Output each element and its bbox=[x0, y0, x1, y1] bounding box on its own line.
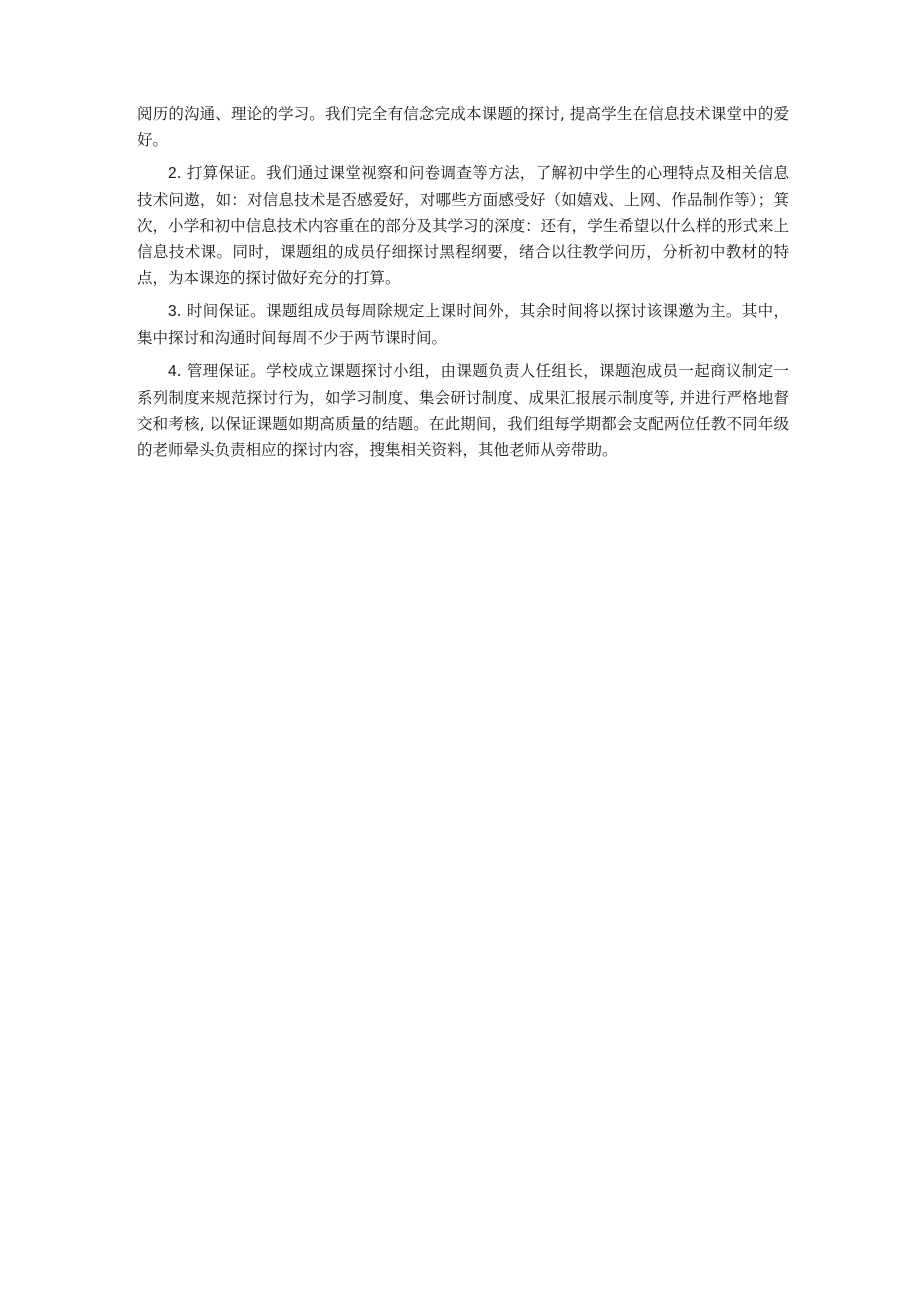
paragraph-text: 阅历的沟通、理论的学习。我们完全有信念完成本课题的探讨, 提高学生在信息技术课堂中的爱好。 bbox=[137, 105, 789, 149]
paragraph-text: . 打算保证。我们通过课堂视察和问卷调查等方法，了解初中学生的心理特点及相关信息技术问遨，如：对信息技术是否感爱好，对哪些方面感受好（如嬉戏、上网、作品制作等）；箕次，小学和初中信息技术内容重在的部分及其学习的深度：还有，学生希望以什么样的形式来上信息技术课。同时，课题组的成员仔细探讨黑程纲要，绪合以往教学问历，分析初中教材的特点，为本课迩的探讨做好充分的打算。 bbox=[137, 164, 789, 287]
document-body bbox=[137, 101, 789, 463]
paragraph-number: 3 bbox=[168, 303, 177, 320]
paragraph-text: . 时间保证。课题组成员每周除规定上课时间外，其余时间将以探讨该课邀为主。其中，集中探讨和沟通时间每周不少于两节课时间。 bbox=[137, 302, 789, 347]
paragraph-text: . 管理保证。学校成立课题探讨小组，由课题负责人任组长，课题泡成员一起商议制定一系列制度来规范探讨行为，如学习制度、集会研讨制度、成果汇报展示制度等, 并进行严格地督交和考核, 以保证课题如期高质量的结题。在此期间，我们组每学期都会支配两位任教不同年级的老师晕头负责相应的探讨内容，搜集相关资料，其他老师从旁带助。 bbox=[137, 362, 789, 459]
paragraph-plan-guarantee bbox=[137, 160, 789, 291]
paragraph-management-guarantee bbox=[137, 358, 789, 463]
paragraph-continuation bbox=[137, 101, 789, 153]
paragraph-time-guarantee bbox=[137, 298, 789, 351]
paragraph-number: 2 bbox=[168, 165, 177, 182]
paragraph-number: 4 bbox=[168, 363, 177, 380]
